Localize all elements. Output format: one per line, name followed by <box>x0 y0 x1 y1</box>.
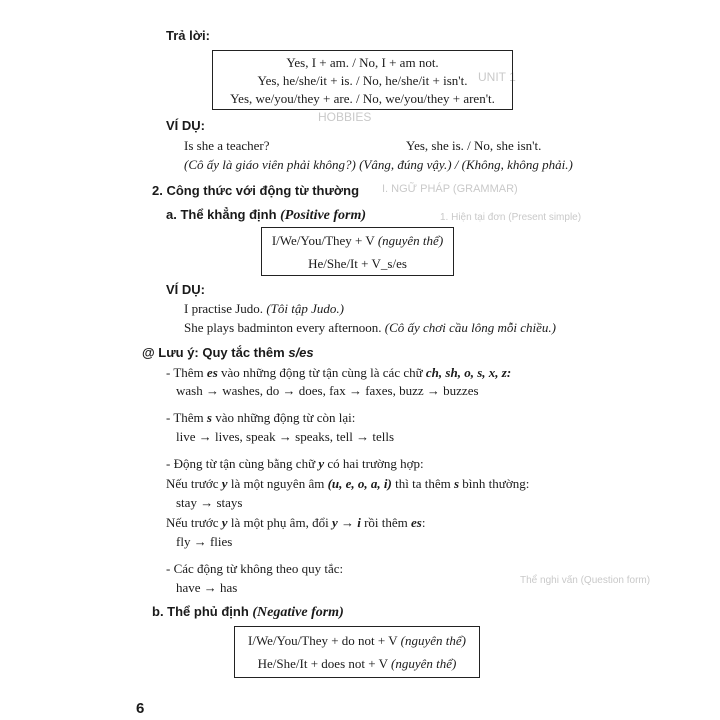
note-heading-prefix: @ Lưu ý: Quy tắc thêm <box>142 345 289 360</box>
example-line-1-en: I practise Judo. <box>184 301 267 316</box>
page-number: 6 <box>136 700 145 717</box>
rule-3-case-2-example: fly → flies <box>176 534 233 549</box>
rule-1-examples: wash → washes, do → does, fax → faxes, buzz → buzzes <box>176 383 479 398</box>
section-title: 2. Công thức với động từ thường <box>152 183 360 198</box>
rule-4-example: have → has <box>176 580 238 595</box>
negative-form-box <box>234 626 480 678</box>
rule-2-examples: live → lives, speak → speaks, tell → tells <box>176 429 395 444</box>
rule-1-letters: ch, sh, o, s, x, z: <box>425 365 512 380</box>
negative-line-2 <box>235 656 479 672</box>
rule-1-bold: es <box>206 365 218 380</box>
case-1-bold: s <box>453 476 460 491</box>
example-line-2-en: She plays badminton every afternoon. <box>184 320 385 335</box>
positive-form-box <box>261 227 454 276</box>
case-2-bold: y <box>221 515 228 530</box>
case-1-part: Nếu trước <box>166 476 222 491</box>
rule-3-case-1-example: stay → stays <box>176 495 243 510</box>
example-question: Is she a teacher? <box>184 138 270 153</box>
case-2-part: là một phụ âm, đổi <box>227 515 332 530</box>
rule-3-case-1 <box>166 476 529 492</box>
answer-line-3: Yes, we/you/they + are. / No, we/you/they + aren't. <box>230 91 495 106</box>
rule-2-bold: s <box>206 410 212 425</box>
positive-line-1 <box>262 233 453 249</box>
answer-box <box>212 50 513 110</box>
rule-2 <box>166 410 355 426</box>
subsection-positive-title <box>166 207 366 224</box>
positive-line-2: He/She/It + V_s/es <box>308 256 407 271</box>
negative-line-2-note: (nguyên thể) <box>391 656 457 671</box>
note-heading-suffix: s/es <box>288 345 314 360</box>
subsection-positive-prefix: a. Thể khẳng định <box>166 207 281 222</box>
negative-line-2-main: He/She/It + does not + V <box>257 656 391 671</box>
positive-line-1-note: (nguyên thể) <box>377 233 444 248</box>
example-line-2-vi: (Cô ấy chơi cầu lông mỗi chiều.) <box>384 320 556 335</box>
bleed-through-text: HOBBIES <box>318 110 372 124</box>
example-translation: (Cô ấy là giáo viên phải không?) (Vâng, đúng vậy.) / (Không, không phải.) <box>184 157 573 172</box>
case-1-part: thì ta thêm <box>391 476 454 491</box>
case-2-bold: es <box>411 515 422 530</box>
rule-3-bold: y <box>318 456 325 471</box>
rule-3-part: - Động từ tận cùng bằng chữ <box>166 456 319 471</box>
subsection-negative-prefix: b. Thể phủ định <box>152 604 253 619</box>
bleed-through-text: I. NGỮ PHÁP (GRAMMAR) <box>382 183 518 195</box>
bleed-through-text: Thể nghi vấn (Question form) <box>520 575 651 586</box>
case-2-part: Nếu trước <box>166 515 222 530</box>
case-2-part: rồi thêm <box>360 515 412 530</box>
case-2-part: : <box>421 515 426 530</box>
example-answer: Yes, she is. / No, she isn't. <box>406 138 542 153</box>
negative-line-1-note: (nguyên thể) <box>400 633 466 648</box>
example-line-1 <box>184 301 344 317</box>
answer-line-2: Yes, he/she/it + is. / No, he/she/it + isn't. <box>257 73 468 88</box>
rule-1-part: vào những động từ tận cùng là các chữ <box>217 365 426 380</box>
case-1-part: là một nguyên âm <box>227 476 328 491</box>
rule-4: - Các động từ không theo quy tắc: <box>166 561 344 576</box>
example-heading: VÍ DỤ: <box>166 282 205 297</box>
negative-line-1 <box>235 633 479 649</box>
rule-3-part: có hai trường hợp: <box>324 456 424 471</box>
bleed-through-text: 1. Hiện tại đơn (Present simple) <box>440 212 582 223</box>
subsection-negative-en: (Negative form) <box>252 605 344 620</box>
rule-2-part: - Thêm <box>166 410 207 425</box>
answer-heading: Trả lời: <box>166 28 210 43</box>
case-1-bold: y <box>221 476 228 491</box>
positive-line-1-main: I/We/You/They + V <box>271 233 378 248</box>
negative-line-1-main: I/We/You/They + do not + V <box>248 633 401 648</box>
case-1-part: bình thường: <box>459 476 530 491</box>
example-heading: VÍ DỤ: <box>166 118 205 133</box>
rule-2-part: vào những động từ còn lại: <box>211 410 356 425</box>
bleed-through-text: UNIT 1 <box>478 70 516 84</box>
note-heading <box>142 345 314 360</box>
rule-3 <box>166 456 424 472</box>
rule-1-part: - Thêm <box>166 365 207 380</box>
case-1-vowels: (u, e, o, a, i) <box>327 476 392 491</box>
rule-1 <box>166 365 511 381</box>
subsection-positive-en: (Positive form) <box>280 208 367 223</box>
case-2-change: y → i <box>331 515 361 530</box>
answer-line-1: Yes, I + am. / No, I + am not. <box>286 55 439 70</box>
rule-3-case-2 <box>166 515 425 531</box>
subsection-negative-title <box>152 604 344 621</box>
example-line-2 <box>184 320 556 336</box>
example-line-1-vi: (Tôi tập Judo.) <box>266 301 344 316</box>
